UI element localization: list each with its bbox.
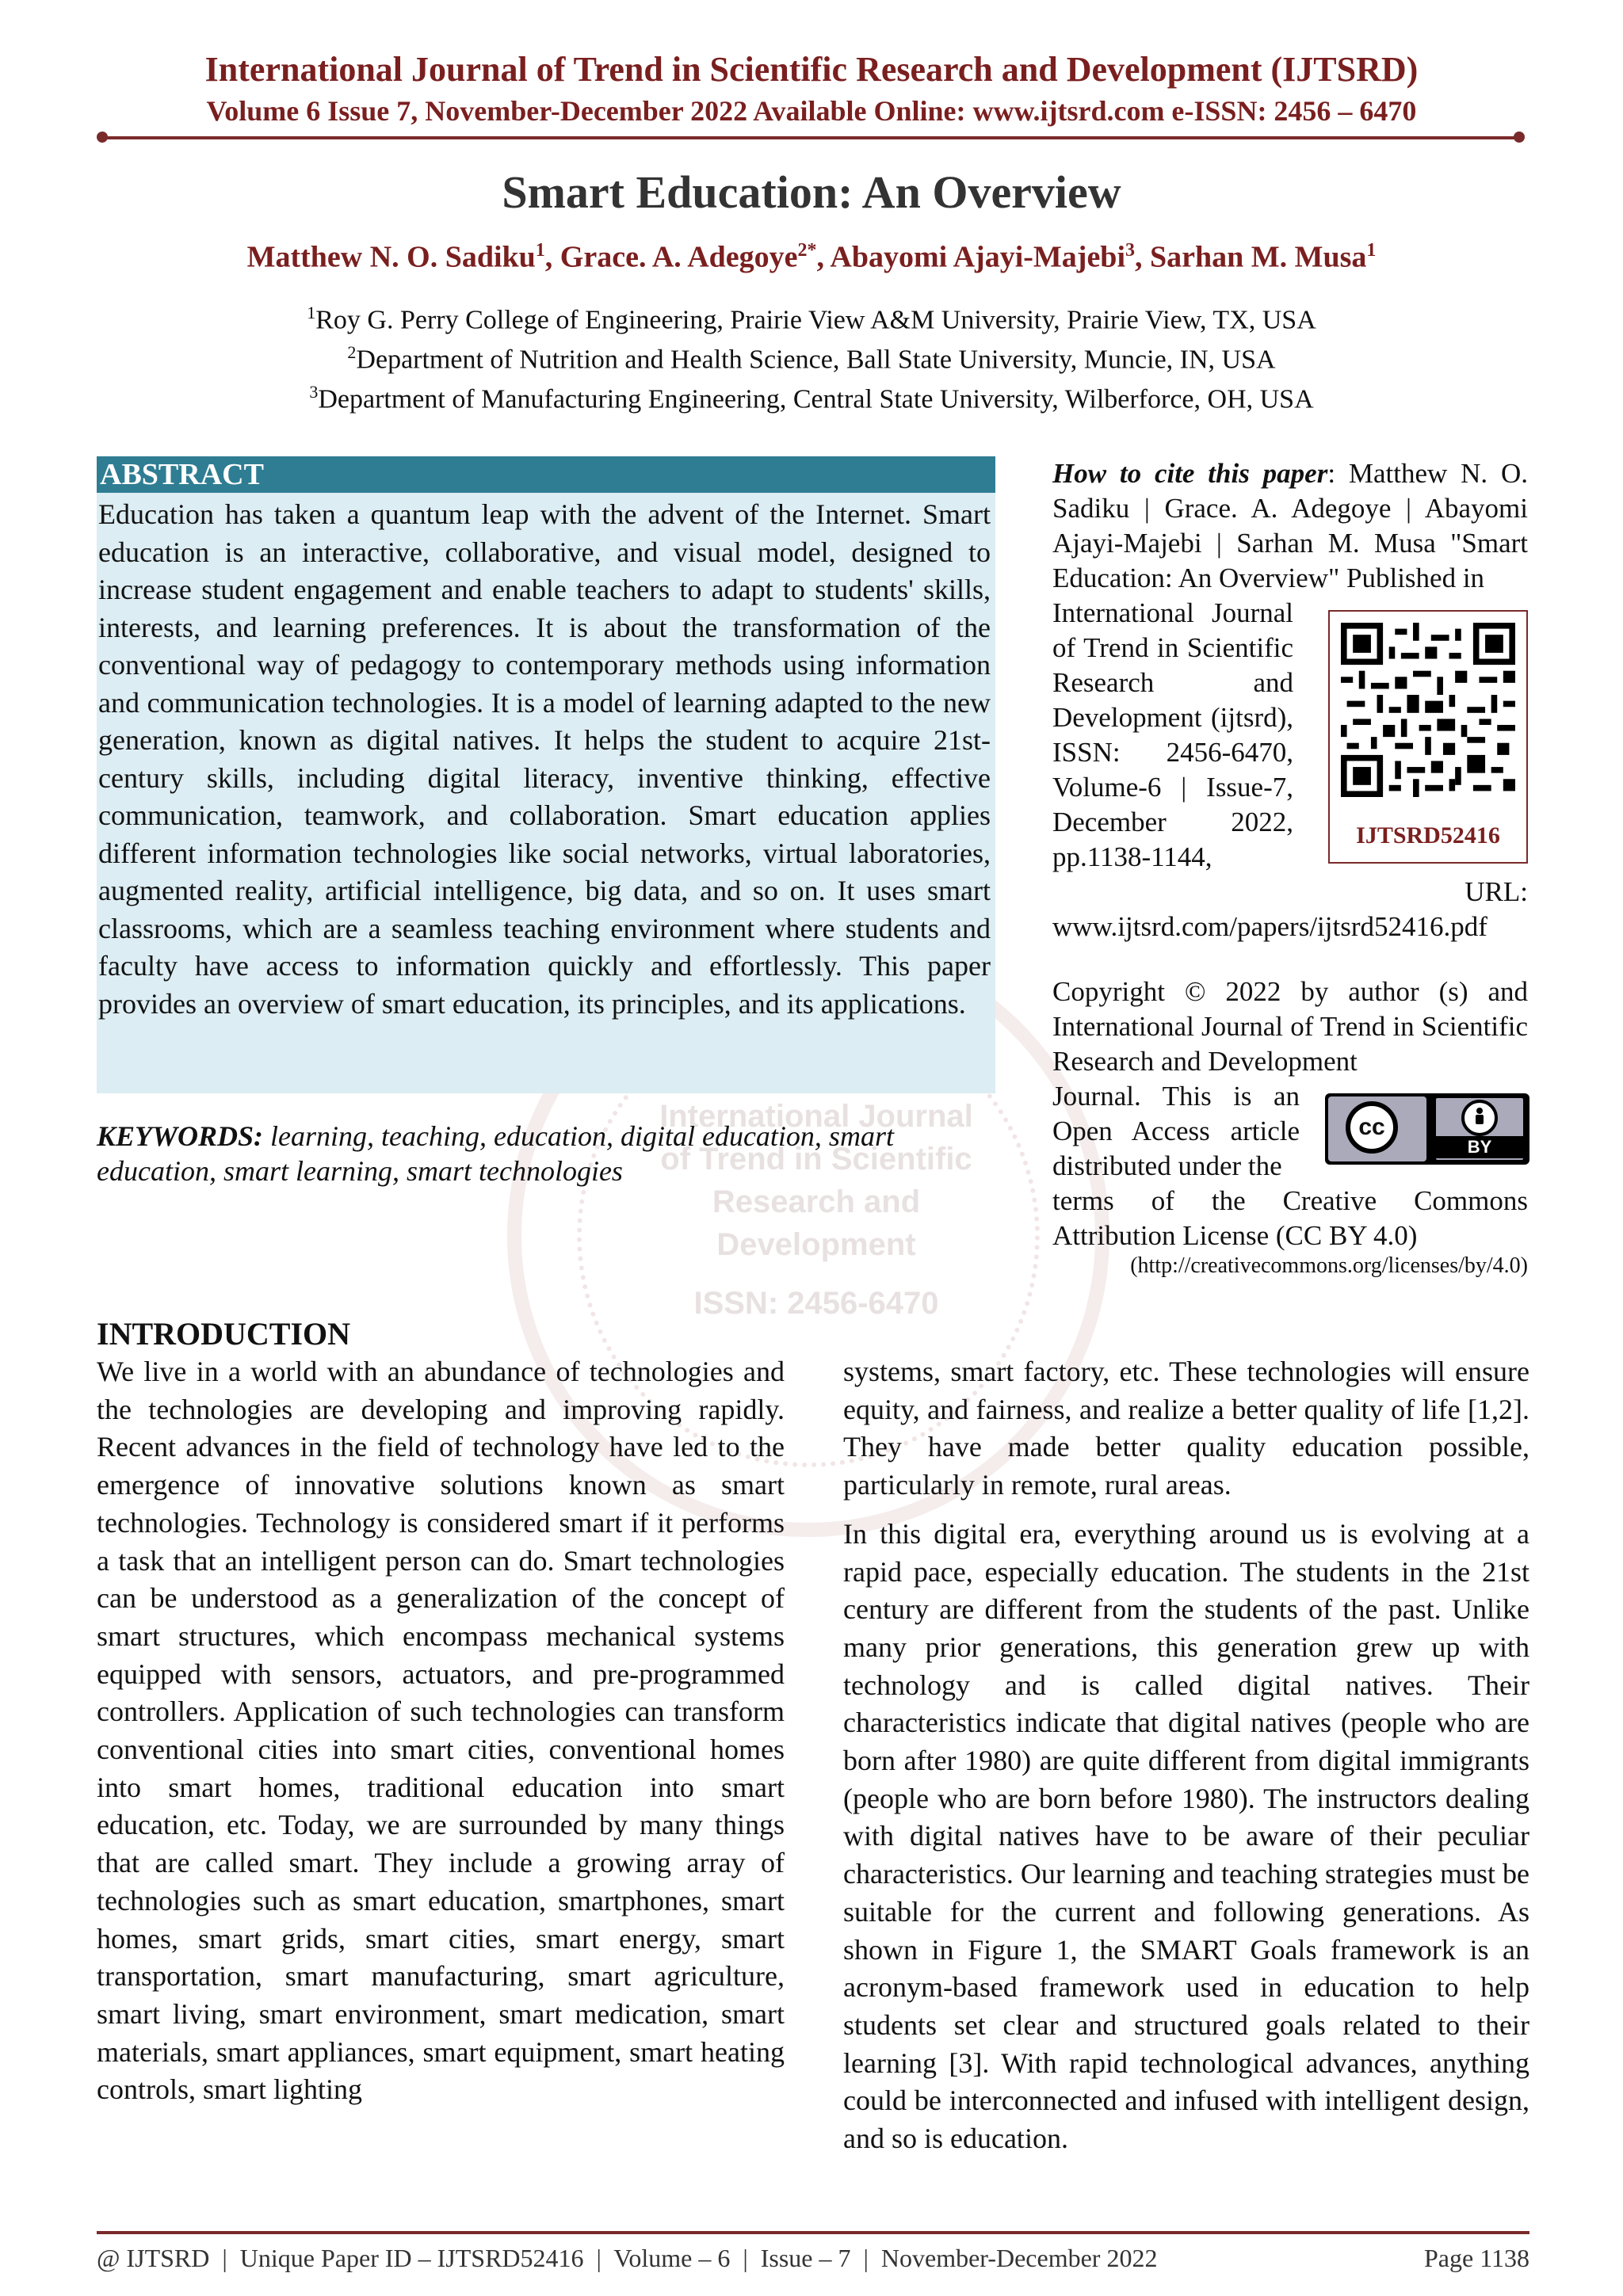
affiliation-sup: 1: [307, 303, 316, 322]
license-url[interactable]: (http://creativecommons.org/licenses/by/4.0): [1130, 1253, 1528, 1278]
author-name: Grace. A. Adegoye: [559, 240, 798, 274]
paragraph: We live in a world with an abundance of technologies and the technologies are developing and improving rapidly. Recent advances in the field of technology have led to the emergence of innovative solutions known as smart technologies. Technology is considered smart if it performs a task that an intelligent person can do. Smart technologies can be understood as a generalization of the concept of smart structures, which encompass mechanical systems equipped with sensors, actuators, and pre-programmed controllers. Application of such technologies can transform conventional cities into smart cities, conventional homes into smart homes, traditional education into smart education, etc. Today, we are surrounded by many things that are called smart. They include a growing array of technologies such as smart education, smartphones, smart homes, smart grids, smart cities, smart energy, smart transportation, smart manufacturing, smart agriculture, smart living, smart environment, smart medication, smart materials, smart appliances, smart equipment, smart heating controls, smart lighting: [97, 1356, 785, 2106]
affiliation-text: Roy G. Perry College of Engineering, Prairie View A&M University, Prairie View, TX, USA: [315, 305, 1316, 335]
author-sup: 3: [1125, 240, 1135, 261]
abstract-body: [97, 493, 995, 1093]
affiliation: [0, 296, 1623, 337]
affiliation: [0, 336, 1623, 376]
abstract-heading: ABSTRACT: [97, 456, 995, 493]
author-sup: 1: [1366, 240, 1377, 261]
author-list: Matthew N. O. Sadiku$^1$, Grace. A. Adegoye$^{2*}$, Abayomi Ajayi-Majebi$^3$, Sarhan M. Musa$^1$: [246, 240, 1377, 274]
creative-commons-icon: cc: [1346, 1101, 1398, 1154]
footer-text: @ IJTSRD | Unique Paper ID – IJTSRD52416 | Volume – 6 | Issue – 7 | November-December 2022: [97, 2244, 1158, 2272]
affiliation-text: Department of Nutrition and Health Science, Ball State University, Muncie, IN, USA: [356, 345, 1276, 375]
paragraph: In this digital era, everything around us is evolving at a rapid pace, especially education. The students in the 21st century are different from the students of the past. Unlike many prior generations, this generation grew up with technology and is called digital natives. Their characteristics indicate that digital natives (people who are born after 1980) are quite different from digital immigrants (people who are born before 1980). The instructors dealing with digital natives have to be aware of their peculiar characteristics. Our learning and teaching strategies must be suitable for the current and following generations. As shown in Figure 1, the SMART Goals framework is an acronym-based framework used in education to help students set clear and structured goals related to their learning [3]. With rapid technological advances, anything could be interconnected and infused with intelligent design, and so is education.: [843, 1517, 1529, 2155]
watermark-line: Research and: [712, 1184, 921, 1219]
qr-label: IJTSRD52416: [1356, 822, 1500, 849]
keywords: [97, 1119, 995, 1188]
keywords-text: learning, teaching, education, digital education, smart education, smart learning, smart technologies: [97, 1120, 894, 1187]
watermark-line: International Journal: [659, 1099, 973, 1134]
copyright-license: terms of the Creative Commons Attribution License (CC BY 4.0): [1052, 1185, 1528, 1251]
copyright-text: Copyright © 2022 by author (s) and International Journal of Trend in Scientific Research and Development: [1052, 976, 1528, 1077]
journal-meta: Volume 6 Issue 7, November-December 2022 Available Online: www.ijtsrd.com e-ISSN: 2456 – 6470: [206, 95, 1417, 127]
qr-code-icon: [1341, 623, 1515, 797]
footer: [97, 2242, 1529, 2274]
keywords-label: KEYWORDS:: [97, 1120, 264, 1152]
copyright-wrap: Journal. This is an Open Access article distributed under the: [1052, 1081, 1300, 1181]
citation-url[interactable]: www.ijtsrd.com/papers/ijtsrd52416.pdf: [1052, 911, 1487, 942]
paragraph: systems, smart factory, etc. These technologies will ensure equity, and fairness, and realize a better quality of life [1,2]. They have made better quality education possible, particularly in remote, rural areas.: [843, 1356, 1529, 1501]
citation-text: International Journal of Trend in Scientific Research and Development (ijtsrd), ISSN: 2456-6470, Volume-6 | Issue-7, December 2022, pp.1138-1144,: [1052, 597, 1293, 872]
attribution-person-icon: [1461, 1100, 1498, 1136]
header-divider: [101, 136, 1520, 139]
intro-right-column: [843, 1353, 1529, 2158]
citation-block: [1052, 456, 1528, 596]
by-label: [1436, 1136, 1523, 1158]
affiliation-text: Department of Manufacturing Engineering, Central State University, Wilberforce, OH, USA: [318, 384, 1314, 414]
affiliation-sup: 3: [309, 382, 319, 402]
citation-text: Matthew N. O. Sadiku | Grace. A. Adegoye | Abayomi Ajayi-Majebi | Sarhan M. Musa "Smart Education: An Overview" Published in: [1052, 458, 1528, 593]
affiliation: [0, 376, 1623, 416]
cc-by-badge[interactable]: [1325, 1093, 1529, 1165]
page-number: Page 1138: [1423, 2244, 1529, 2272]
footer-divider: [97, 2231, 1529, 2234]
journal-title: International Journal of Trend in Scientific Research and Development (IJTSRD): [204, 50, 1419, 89]
qr-code[interactable]: [1328, 610, 1528, 864]
affiliation-sup: 2: [347, 342, 357, 362]
abstract-text: Education has taken a quantum leap with the advent of the Internet. Smart education is an interactive, collaborative, and visual model, designed to increase student engagement and enable teachers to adapt to students' skills, interests, and learning preferences. It is about the transformation of the conventional way of pedagogy to contemporary methods using information and communication technologies. It is a model of learning adapted to the new generation, known as digital natives. It helps the student to acquire 21st-century skills, including digital literacy, inventive thinking, effective communication, teamwork, and collaboration. Smart education applies different information technologies like social networks, virtual laboratories, augmented reality, artificial intelligence, big data, and so on. It uses smart classrooms, which are a seamless teaching environment where students and faculty have access to information quickly and effortlessly. This paper provides an overview of smart education, its principles, and its applications.: [98, 498, 991, 1020]
author-sup: 1: [535, 240, 545, 261]
citation-colon: :: [1327, 458, 1336, 489]
citation-wrap: [1052, 596, 1293, 875]
by-text: BY: [1467, 1137, 1492, 1157]
cc-badge-right: [1436, 1098, 1523, 1160]
intro-left-column: [97, 1353, 785, 2109]
author-sup: 2*: [797, 240, 817, 261]
cc-badge-left: [1328, 1097, 1426, 1161]
author-name: Sarhan M. Musa: [1150, 240, 1367, 274]
author-name: Matthew N. O. Sadiku: [246, 240, 536, 274]
section-heading: INTRODUCTION: [97, 1316, 351, 1352]
watermark-line: Development: [716, 1227, 916, 1262]
watermark-line: of Trend in Scientific: [660, 1142, 972, 1177]
paper-title: Smart Education: An Overview: [502, 166, 1121, 218]
watermark-line: ISSN: 2456-6470: [693, 1286, 939, 1321]
citation-label: How to cite this paper: [1052, 458, 1328, 489]
author-name: Abayomi Ajayi-Majebi: [830, 240, 1125, 274]
citation-url-label: URL:: [1465, 876, 1528, 907]
